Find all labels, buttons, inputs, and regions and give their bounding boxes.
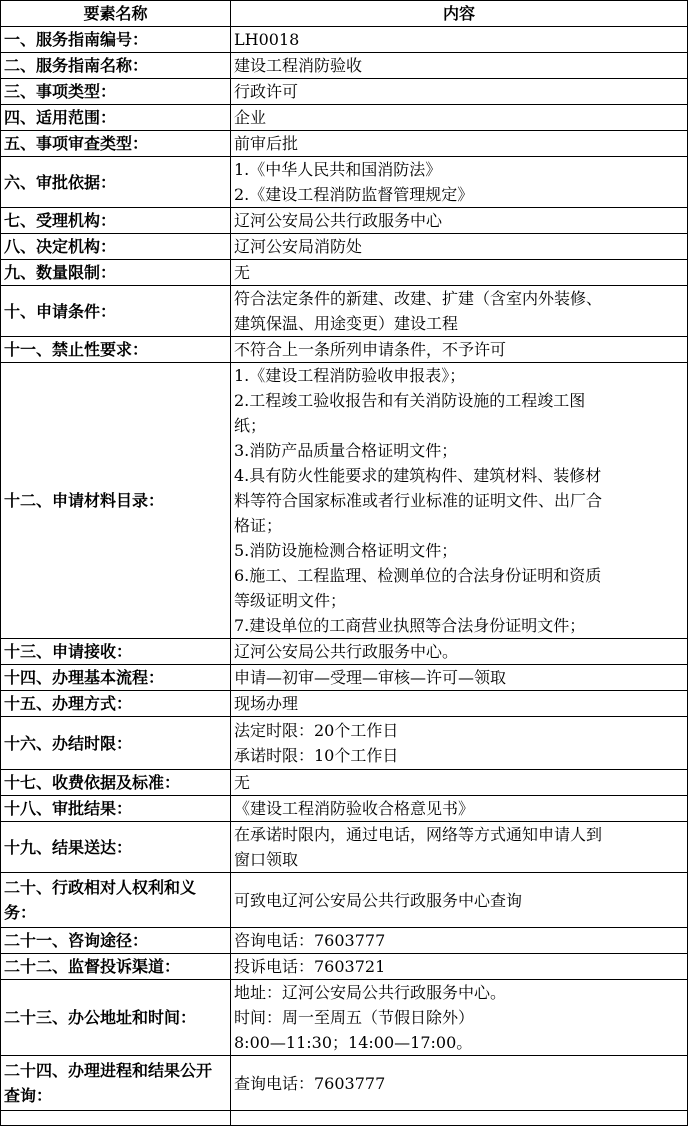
row-content [231,717,688,770]
content-line: 企业 [234,108,267,127]
table-row [1,639,688,665]
table-row [1,260,688,286]
row-content [231,691,688,717]
header-content: 内容 [231,1,688,27]
row-label [1,822,231,873]
content-line: 纸； [234,416,267,435]
row-label-text: 二十一、咨询途径： [4,931,149,950]
table-row [1,79,688,105]
row-label [1,208,231,234]
table-row [1,208,688,234]
row-content [231,796,688,822]
row-label [1,337,231,363]
row-label-text: 十五、办理方式： [4,694,133,713]
row-label [1,260,231,286]
row-label-text: 二、服务指南名称： [4,56,149,75]
row-content [231,665,688,691]
row-label-text: 十二、申请材料目录： [4,491,165,510]
table-row [1,822,688,873]
content-line: 窗口领取 [234,850,299,869]
table-row [1,1056,688,1111]
row-label [1,131,231,157]
content-line: 7.建设单位的工商营业执照等合法身份证明文件； [234,616,586,635]
row-label-text: 十三、申请接收： [4,642,133,661]
row-content [231,954,688,980]
row-content [231,208,688,234]
table-row [1,131,688,157]
content-line: 建筑保温、用途变更）建设工程 [234,314,459,333]
content-line: 符合法定条件的新建、改建、扩建（含室内外装修、 [234,289,603,308]
row-label-text: 十、申请条件： [4,301,117,321]
row-content [231,928,688,954]
content-line: 投诉电话：7603721 [234,957,386,976]
content-line: 等级证明文件； [234,591,347,610]
row-label-text: 十八、审批结果： [4,799,133,818]
content-line: 现场办理 [234,694,299,713]
content-line: 辽河公安局消防处 [234,237,363,256]
row-label-text: 四、适用范围： [4,108,117,127]
row-label [1,770,231,796]
table-row [1,928,688,954]
content-line: 2.工程竣工验收报告和有关消防设施的工程竣工图 [234,391,586,410]
content-line: 不符合上一条所列申请条件，不予许可 [234,340,507,359]
row-label-text: 三、事项类型： [4,82,117,101]
row-label [1,27,231,53]
row-label-text: 二十四、办理进程和结果公开查询： [4,1061,213,1105]
row-label-text: 九、数量限制： [4,263,117,282]
row-content [231,822,688,873]
row-label-text: 十七、收费依据及标准： [4,773,181,792]
table-row [1,105,688,131]
content-line: 辽河公安局公共行政服务中心。 [234,642,459,661]
content-line: 地址：辽河公安局公共行政服务中心。 [234,983,507,1002]
row-label-text: 二十二、监督投诉渠道： [4,957,181,976]
table-row [1,286,688,337]
content-line: 查询电话：7603777 [234,1073,386,1093]
row-content [231,234,688,260]
content-line: LH0018 [234,30,300,49]
row-content [231,337,688,363]
content-line: 在承诺时限内，通过电话，网络等方式通知申请人到 [234,825,603,844]
table-row [1,27,688,53]
content-line: 无 [234,263,251,282]
row-label [1,717,231,770]
table-row [1,234,688,260]
empty-trailing-row [1,1111,688,1126]
row-label-text: 八、决定机构： [4,237,117,256]
content-line: 1.《中华人民共和国消防法》 [234,160,442,179]
row-label-text: 二十、行政相对人权利和义务： [4,878,197,922]
row-label [1,665,231,691]
header-row [1,1,688,27]
content-line: 承诺时限：10个工作日 [234,746,399,765]
row-label-text: 十六、办结时限： [4,733,133,753]
row-content [231,873,688,928]
row-content [231,53,688,79]
content-line: 前审后批 [234,134,299,153]
row-content [231,260,688,286]
header-element-name: 要素名称 [1,1,231,27]
table-row [1,717,688,770]
content-line: 6.施工、工程监理、检测单位的合法身份证明和资质 [234,566,602,585]
row-label [1,157,231,208]
row-label-text: 十九、结果送达： [4,837,133,857]
row-label [1,954,231,980]
row-label [1,286,231,337]
row-label [1,796,231,822]
table-row [1,665,688,691]
row-label [1,928,231,954]
content-line: 咨询电话：7603777 [234,931,386,950]
content-line: 5.消防设施检测合格证明文件； [234,541,458,560]
content-line: 2.《建设工程消防监督管理规定》 [234,185,474,204]
row-label-text: 二十三、办公地址和时间： [4,1008,197,1027]
row-content [231,363,688,639]
content-line: 时间：周一至周五（节假日除外） [234,1008,475,1027]
content-line: 法定时限：20个工作日 [234,721,399,740]
content-line: 8:00—11:30；14:00—17:00。 [234,1033,473,1052]
row-label-text: 六、审批依据： [4,172,117,192]
table-row [1,157,688,208]
row-content [231,1056,688,1111]
row-label [1,873,231,928]
content-line: 建设工程消防验收 [234,56,363,75]
row-label [1,691,231,717]
content-line: 料等符合国家标准或者行业标准的证明文件、出厂合 [234,491,603,510]
content-line: 4.具有防火性能要求的建筑构件、建筑材料、装修材 [234,466,602,485]
row-label [1,363,231,639]
row-content [231,27,688,53]
table-row [1,873,688,928]
content-line: 可致电辽河公安局公共行政服务中心查询 [234,890,523,910]
content-line: 《建设工程消防验收合格意见书》 [234,799,475,818]
empty-cell [1,1111,231,1126]
row-content [231,105,688,131]
table-row [1,691,688,717]
row-label-text: 十一、禁止性要求： [4,340,149,359]
row-content [231,770,688,796]
row-content [231,639,688,665]
row-label [1,105,231,131]
row-content [231,79,688,105]
table-row [1,796,688,822]
row-label-text: 一、服务指南编号： [4,30,149,49]
row-label [1,1056,231,1111]
row-content [231,157,688,208]
table-row [1,980,688,1056]
table-row [1,337,688,363]
row-label [1,53,231,79]
content-line: 辽河公安局公共行政服务中心 [234,211,443,230]
table-row [1,954,688,980]
row-label-text: 七、受理机构： [4,211,117,230]
content-line: 无 [234,773,251,792]
empty-cell [231,1111,688,1126]
row-label-text: 五、事项审查类型： [4,134,149,153]
row-content [231,286,688,337]
content-line: 行政许可 [234,82,299,101]
row-content [231,980,688,1056]
content-line: 1.《建设工程消防验收申报表》； [234,366,466,385]
table-row [1,770,688,796]
table-row [1,363,688,639]
content-line: 3.消防产品质量合格证明文件； [234,441,458,460]
row-label [1,234,231,260]
row-label [1,980,231,1056]
row-label [1,639,231,665]
content-line: 格证； [234,516,283,535]
row-label-text: 十四、办理基本流程： [4,668,165,687]
row-content [231,131,688,157]
table-row [1,53,688,79]
content-line: 申请—初审—受理—审核—许可—领取 [234,668,507,687]
row-label [1,79,231,105]
